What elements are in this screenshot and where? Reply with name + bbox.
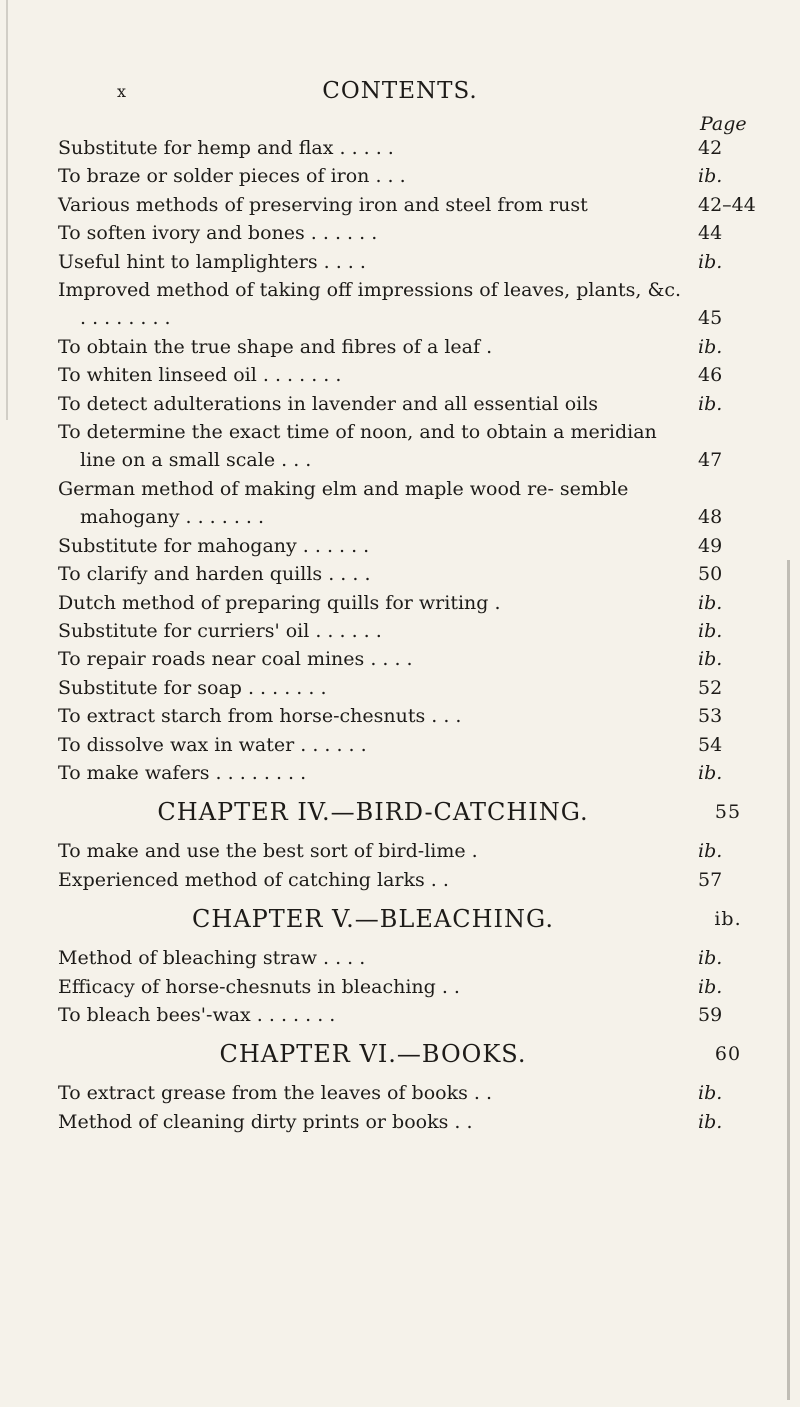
entry-title: To clarify and harden quills . . . . — [58, 563, 371, 586]
entry-page-number: ib. — [698, 840, 723, 863]
toc-entry — [58, 219, 758, 247]
toc-entry — [58, 731, 758, 759]
toc-entry — [58, 759, 758, 787]
entry-page-number: 53 — [698, 705, 723, 728]
toc-entry — [58, 617, 758, 645]
entry-title: Substitute for soap . . . . . . . — [58, 676, 327, 699]
entry-page-number: ib. — [698, 619, 723, 642]
entry-title: To extract grease from the leaves of books . . — [58, 1082, 493, 1105]
entry-page-number: ib. — [698, 648, 723, 671]
entry-title: To obtain the true shape and fibres of a leaf . — [58, 335, 493, 358]
chapter-heading — [58, 787, 758, 837]
entry-title: To dissolve wax in water . . . . . . — [58, 733, 367, 756]
entry-title: To make wafers . . . . . . . . — [58, 761, 307, 784]
entry-page-number: ib. — [698, 947, 723, 970]
entry-page-number: 44 — [698, 222, 723, 245]
toc-entry — [58, 645, 758, 673]
entry-title: Substitute for mahogany . . . . . . — [58, 534, 370, 557]
toc-entry — [58, 475, 758, 532]
entry-page-number: 59 — [698, 1003, 723, 1026]
folio-number: x — [117, 82, 127, 101]
chapter-heading — [58, 1029, 758, 1079]
entry-title: Useful hint to lamplighters . . . . — [58, 250, 366, 273]
entry-page-number: 47 — [698, 449, 723, 472]
entry-title: Substitute for hemp and flax . . . . . — [58, 137, 394, 159]
toc-entry — [58, 162, 758, 190]
toc-entry — [58, 390, 758, 418]
entry-page-number: 46 — [698, 364, 723, 387]
toc-entry — [58, 973, 758, 1001]
entry-page-number: 54 — [698, 733, 723, 756]
running-title: CONTENTS. — [322, 78, 478, 104]
entry-page-number: 49 — [698, 534, 723, 557]
chapter-page-number: 60 — [714, 1043, 742, 1066]
page-column-label: Page — [700, 113, 747, 135]
toc-entry — [58, 702, 758, 730]
entry-title: To repair roads near coal mines . . . . — [58, 648, 413, 671]
entry-title: To braze or solder pieces of iron . . . — [58, 165, 406, 188]
entry-page-number: 50 — [698, 563, 723, 586]
entry-page-number: ib. — [698, 165, 723, 188]
toc-entry — [58, 418, 758, 475]
entry-page-number: 42 — [698, 137, 723, 159]
toc-entry — [58, 674, 758, 702]
chapter-heading — [58, 894, 758, 944]
toc-entry — [58, 560, 758, 588]
chapter-title: CHAPTER V.—BLEACHING. — [192, 905, 554, 934]
entry-title: Substitute for curriers' oil . . . . . . — [58, 619, 382, 642]
page-header — [0, 78, 800, 108]
entry-page-number: 45 — [698, 307, 723, 330]
entry-title: To extract starch from horse-chesnuts . . . — [58, 705, 462, 728]
entry-title: To bleach bees'-wax . . . . . . . — [58, 1003, 336, 1026]
entry-title: Method of bleaching straw . . . . — [58, 947, 366, 970]
toc-entry — [58, 944, 758, 972]
toc-entry — [58, 1079, 758, 1107]
entry-page-number: ib. — [698, 392, 723, 415]
toc-entry — [58, 1001, 758, 1029]
entry-title: To determine the exact time of noon, and to obtain a meridian line on a small scale . . . — [58, 421, 657, 472]
page-edge-shadow — [6, 0, 8, 420]
entry-page-number: ib. — [698, 1082, 723, 1105]
entry-page-number: ib. — [698, 975, 723, 998]
toc-entry — [58, 837, 758, 865]
entry-title: Dutch method of preparing quills for writing . — [58, 591, 501, 614]
toc-entry — [58, 134, 758, 162]
entry-page-number: ib. — [698, 335, 723, 358]
entry-title: Various methods of preserving iron and steel from rust — [58, 193, 588, 216]
entry-title: Method of cleaning dirty prints or books . . — [58, 1110, 473, 1133]
chapter-page-number: 55 — [714, 801, 742, 824]
binding-edge — [787, 560, 790, 1400]
entry-title: German method of making elm and maple wood re- semble mahogany . . . . . . . — [58, 477, 629, 529]
toc-entry — [58, 866, 758, 894]
entry-title: To detect adulterations in lavender and all essential oils — [58, 392, 599, 415]
toc-entry — [58, 361, 758, 389]
chapter-title: CHAPTER VI.—BOOKS. — [219, 1040, 527, 1069]
toc-entry — [58, 276, 758, 333]
entry-page-number: 52 — [698, 676, 723, 699]
entry-page-number: ib. — [698, 1110, 723, 1133]
entry-page-number: ib. — [698, 591, 723, 614]
entry-page-number: 57 — [698, 868, 723, 891]
toc-entry — [58, 1108, 758, 1136]
entry-page-number: ib. — [698, 250, 723, 273]
table-of-contents — [58, 134, 758, 1136]
entry-page-number: ib. — [698, 761, 723, 784]
toc-entry — [58, 589, 758, 617]
entry-title: To make and use the best sort of bird-lime . — [58, 840, 478, 863]
entry-page-number: 48 — [698, 506, 723, 529]
toc-entry — [58, 248, 758, 276]
entry-title: To soften ivory and bones . . . . . . — [58, 222, 378, 245]
toc-entry — [58, 532, 758, 560]
toc-entry — [58, 191, 758, 219]
entry-page-number: 42–44 — [698, 193, 756, 216]
chapter-title: CHAPTER IV.—BIRD-CATCHING. — [157, 798, 589, 827]
entry-title: Efficacy of horse-chesnuts in bleaching . . — [58, 975, 460, 998]
chapter-page-number: ib. — [714, 908, 742, 931]
entry-title: To whiten linseed oil . . . . . . . — [58, 364, 342, 387]
entry-title: Experienced method of catching larks . . — [58, 868, 449, 891]
toc-entry — [58, 333, 758, 361]
entry-title: Improved method of taking off impressions of leaves, plants, &c. . . . . . . . . — [58, 279, 682, 330]
